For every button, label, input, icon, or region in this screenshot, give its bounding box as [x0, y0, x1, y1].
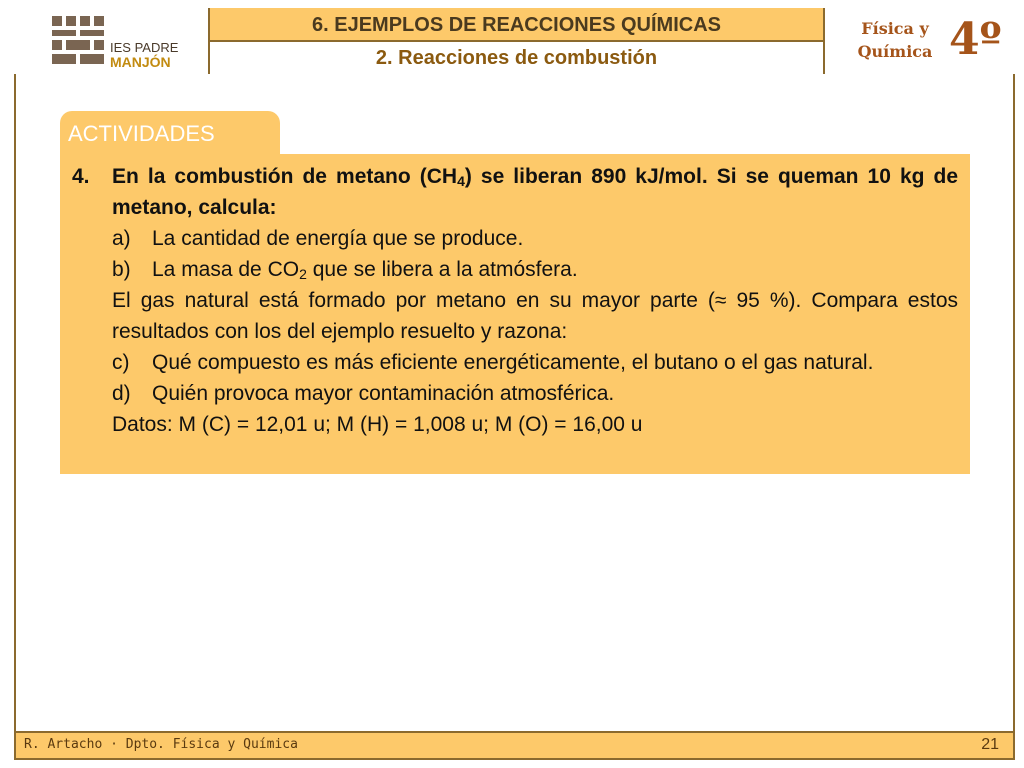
item-c-text: Qué compuesto es más eficiente energéticamente, el butano o el gas natural.: [152, 351, 874, 374]
page-number: 21: [981, 736, 999, 753]
slide-header: [14, 8, 1015, 74]
item-b-label: b): [112, 258, 131, 281]
logo-grid-icon: [52, 16, 104, 64]
page-title: 6. EJEMPLOS DE REACCIONES QUÍMICAS: [210, 8, 823, 42]
title-box: [210, 8, 825, 74]
item-a-text: La cantidad de energía que se produce.: [152, 227, 524, 250]
logo-line1: IES PADRE: [110, 40, 179, 55]
item-d-label: d): [112, 382, 131, 405]
item-c-label: c): [112, 351, 130, 374]
item-d: [72, 378, 958, 409]
grade-label: 4º: [949, 14, 1002, 65]
item-c: [72, 347, 958, 378]
item-a: [72, 223, 958, 254]
context-paragraph: El gas natural está formado por metano en su mayor parte (≈ 95 %). Compara estos resultados con los del ejemplo resuelto y razona:: [112, 289, 958, 343]
subject-label: [845, 17, 945, 63]
activities-tab: ACTIVIDADES: [60, 111, 280, 161]
page-subtitle: 2. Reacciones de combustión: [375, 47, 658, 69]
item-d-text: Quién provoca mayor contaminación atmosférica.: [152, 382, 615, 405]
subject-line1: Física y: [861, 19, 929, 38]
question-number: 4.: [72, 165, 90, 188]
logo-line2: MANJÓN: [110, 54, 171, 70]
author-credit: R. Artacho · Dpto. Física y Química: [24, 737, 298, 752]
data-line: Datos: M (C) = 12,01 u; M (H) = 1,008 u; M (O) = 16,00 u: [112, 413, 643, 436]
school-logo: [14, 8, 210, 74]
subject-box: [825, 8, 1015, 74]
item-a-label: a): [112, 227, 131, 250]
logo-text: [110, 41, 178, 69]
subject-line2: Química: [857, 42, 933, 61]
activity-content: [72, 161, 958, 440]
question-statement: 4. En la combustión de metano $(CH_4)$ se liberan 890 kJ/mol. Si se queman 10 kg de metano, calcula:: [72, 161, 958, 223]
item-b: b) La masa de $CO_2$ que se libera a la atmósfera.: [72, 254, 958, 285]
slide-footer: [14, 731, 1015, 760]
